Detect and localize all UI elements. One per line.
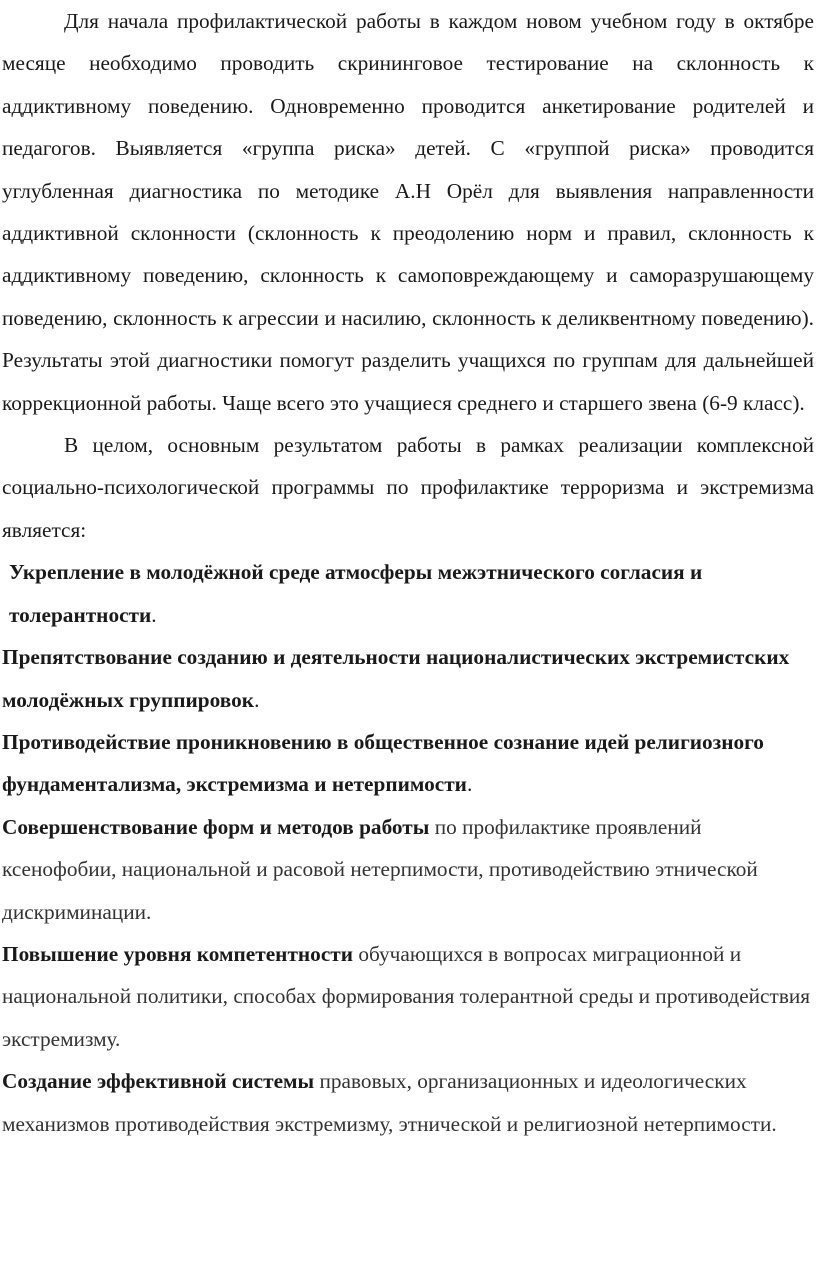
paragraph-screening: Для начала профилактической работы в каждом новом учебном году в октябре месяце необходимо проводить скрининговое тестирование на склонность к аддиктивному поведению. Одновременно проводится анкетирование родителей и педагогов. Выявляется «группа риска» детей. С «группой риска» проводится углубленная диагностика по методике А.Н Орёл для выявления направленности аддиктивной склонности (склонность к преодолению норм и правил, склонность к аддиктивному поведению, склонность к самоповреждающему и саморазрушающему поведению, склонность к агрессии и насилию, склонность к деликвентному поведению). Результаты этой диагностики помогут разделить учащихся по группам для дальнейшей коррекционной работы. Чаще всего это учащиеся среднего и старшего звена (6-9 класс). bbox=[2, 9, 814, 415]
result-item-bold: Укрепление в молодёжной среде атмосферы межэтнического согласия и толерантности bbox=[9, 560, 703, 627]
result-item-fundamentalism bbox=[2, 721, 814, 806]
result-item-rest: . bbox=[151, 602, 157, 627]
result-item-rest: . bbox=[254, 687, 260, 712]
paragraph-results-intro: В целом, основным результатом работы в рамках реализации комплексной социально-психологической программы по профилактике терроризма и экстремизма является: bbox=[2, 433, 814, 542]
result-item-bold: Противодействие проникновению в общественное сознание идей религиозного фундаментализма, экстремизма и нетерпимости bbox=[2, 729, 764, 797]
result-item-methods bbox=[2, 806, 814, 933]
result-item-bold: Совершенствование форм и методов работы bbox=[2, 814, 430, 839]
result-item-rest: . bbox=[466, 772, 473, 797]
result-item-rest: обучающихся в вопросах миграционной и национальной политики, способах формирования толерантной среды и противодействия экстремизму. bbox=[2, 941, 811, 1051]
result-item-groups bbox=[2, 636, 814, 721]
result-item-rest: правовых, организационных и идеологических механизмов противодействия экстремизму, этнической и религиозной нетерпимости. bbox=[2, 1069, 777, 1136]
result-item-rest: по профилактике проявлений ксенофобии, национальной и расовой нетерпимости, противодействию этнической дискриминации. bbox=[2, 814, 758, 924]
result-item-bold: Создание эффективной системы bbox=[2, 1069, 315, 1094]
result-item-tolerance bbox=[2, 551, 814, 636]
result-item-bold: Повышение уровня компетентности bbox=[2, 941, 354, 966]
result-item-bold: Препятствование созданию и деятельности националистических экстремистских молодёжных группировок bbox=[2, 645, 790, 712]
result-item-system bbox=[2, 1060, 814, 1145]
result-item-competence bbox=[2, 933, 814, 1060]
